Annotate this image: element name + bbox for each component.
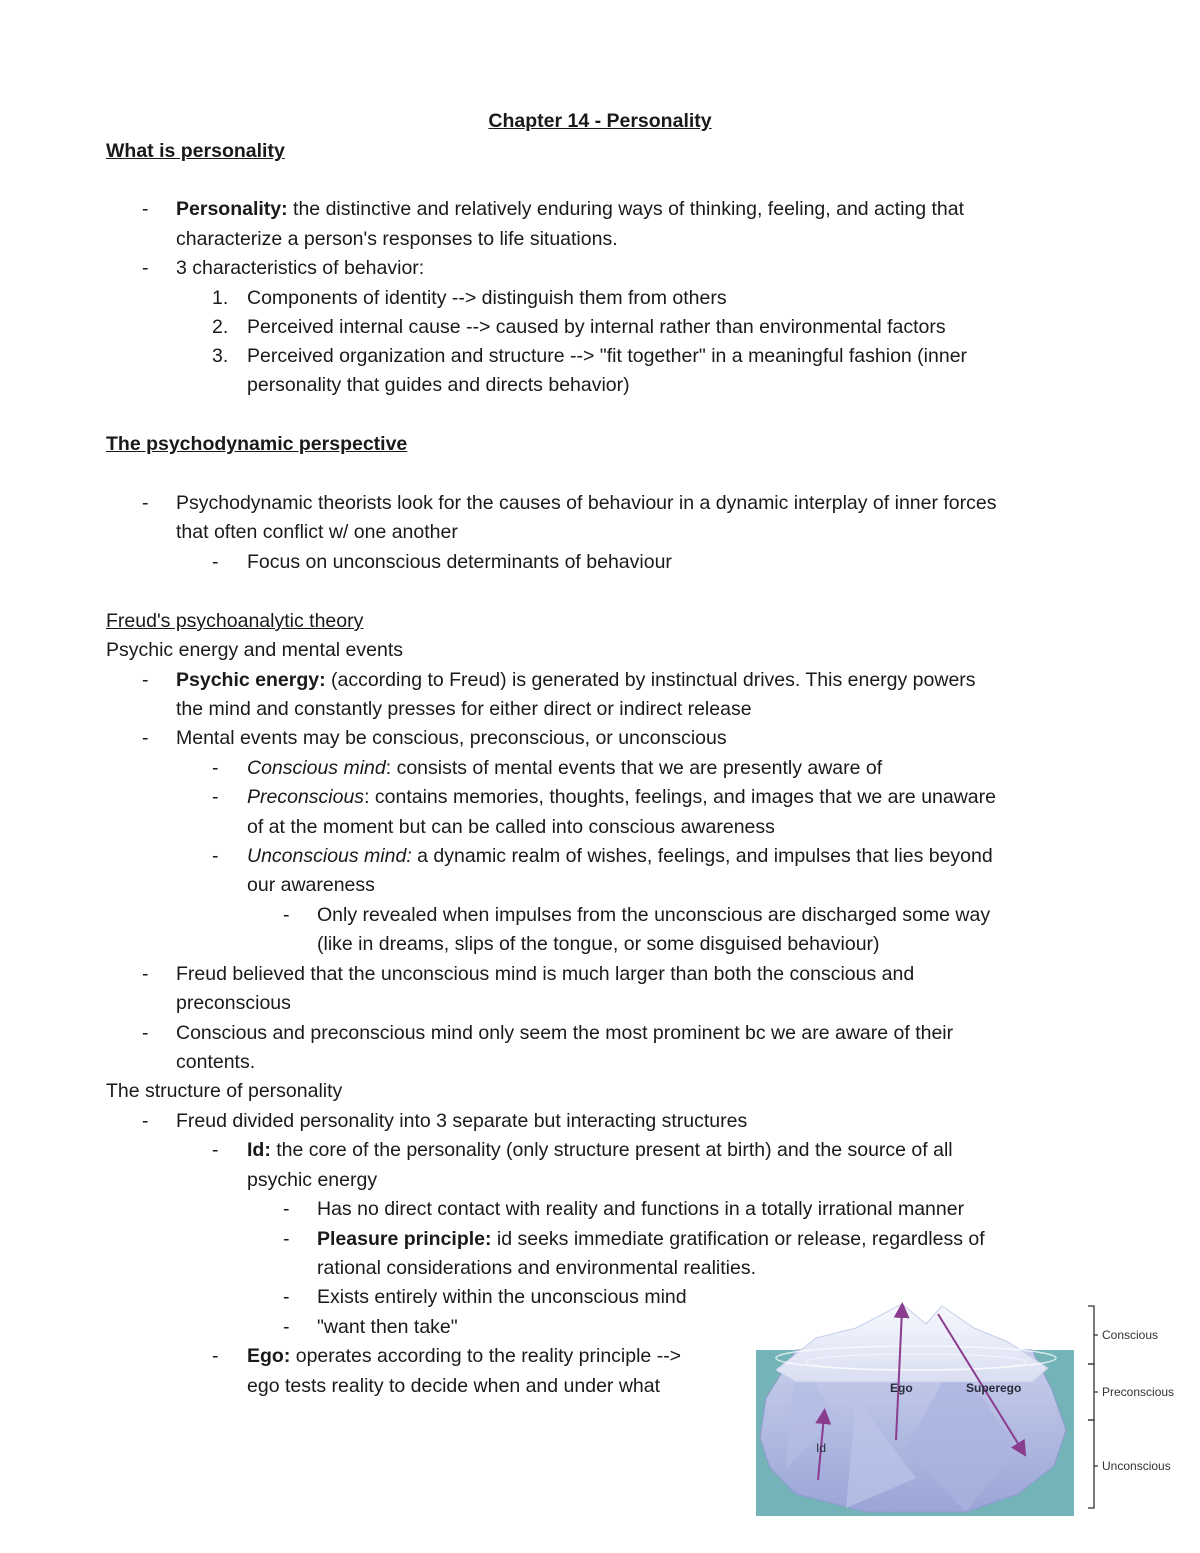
list-item <box>317 1227 985 1251</box>
page-title: Chapter 14 - Personality <box>488 110 712 132</box>
numbered-item: Perceived organization and structure --> "fit together" in a meaningful fashion (inner <box>247 345 968 367</box>
bullet-dash: - <box>142 257 149 279</box>
list-item-continuation: of at the moment but can be called into conscious awareness <box>247 816 775 838</box>
numbered-item: Perceived internal cause --> caused by internal rather than environmental factors <box>247 316 946 338</box>
list-item: 3 characteristics of behavior: <box>176 257 425 279</box>
list-item: Freud believed that the unconscious mind is much larger than both the conscious and <box>176 963 915 985</box>
term-psychic-energy: Psychic energy: <box>176 669 326 691</box>
list-item: Focus on unconscious determinants of behaviour <box>247 551 672 573</box>
definition-text: operates according to the reality principle --> <box>290 1345 682 1367</box>
ego-label: Ego <box>890 1381 913 1395</box>
unconscious-bracket <box>1088 1420 1098 1508</box>
numbered-item: Components of identity --> distinguish them from others <box>247 287 727 309</box>
list-item: Only revealed when impulses from the unconscious are discharged some way <box>317 904 991 926</box>
section-heading-personality: What is personality <box>106 140 285 162</box>
conscious-label: Conscious <box>1102 1328 1159 1342</box>
list-item <box>247 785 996 809</box>
bullet-dash: - <box>142 963 149 985</box>
list-item-continuation: our awareness <box>247 874 375 896</box>
list-item: Mental events may be conscious, preconscious, or unconscious <box>176 727 727 749</box>
list-item: Psychodynamic theorists look for the causes of behaviour in a dynamic interplay of inner forces <box>176 492 997 514</box>
bullet-dash: - <box>212 786 219 808</box>
preconscious-bracket <box>1088 1364 1098 1420</box>
bullet-dash: - <box>212 845 219 867</box>
definition-text: (according to Freud) is generated by instinctual drives. This energy powers <box>325 669 976 691</box>
list-item-continuation: the mind and constantly presses for either direct or indirect release <box>176 698 752 720</box>
numbered-item-continuation: personality that guides and directs behavior) <box>247 374 630 396</box>
list-item: Exists entirely within the unconscious mind <box>317 1286 687 1308</box>
bullet-dash: - <box>212 757 219 779</box>
term-pleasure-principle: Pleasure principle: <box>317 1228 492 1250</box>
conscious-bracket <box>1088 1306 1098 1364</box>
bullet-dash: - <box>283 1286 290 1308</box>
subheading: Psychic energy and mental events <box>106 639 403 661</box>
term-personality: Personality: <box>176 198 288 220</box>
list-item: Conscious and preconscious mind only seem the most prominent bc we are aware of their <box>176 1022 954 1044</box>
list-item <box>247 756 882 780</box>
bullet-dash: - <box>212 1345 219 1367</box>
definition-text: the distinctive and relatively enduring ways of thinking, feeling, and acting that <box>287 198 965 220</box>
term-preconscious: Preconscious <box>247 786 365 808</box>
term-unconscious-mind: Unconscious mind: <box>247 845 412 867</box>
iceberg-diagram <box>756 1298 1176 1520</box>
definition-text: the core of the personality (only structure present at birth) and the source of all <box>270 1139 953 1161</box>
preconscious-label: Preconscious <box>1102 1385 1175 1399</box>
bullet-dash: - <box>283 1198 290 1220</box>
list-item-continuation: (like in dreams, slips of the tongue, or some disguised behaviour) <box>317 933 880 955</box>
superego-label: Superego <box>966 1381 1022 1395</box>
definition-text: : contains memories, thoughts, feelings, and images that we are unaware <box>364 786 996 808</box>
unconscious-label: Unconscious <box>1102 1459 1171 1473</box>
list-item: Freud divided personality into 3 separate but interacting structures <box>176 1110 748 1132</box>
bullet-dash: - <box>142 669 149 691</box>
number-marker: 1. <box>212 287 229 309</box>
definition-text: : consists of mental events that we are presently aware of <box>385 757 883 779</box>
bullet-dash: - <box>142 1022 149 1044</box>
bullet-dash: - <box>283 1228 290 1250</box>
subheading: The structure of personality <box>106 1080 343 1102</box>
list-item-continuation: rational considerations and environmental realities. <box>317 1257 756 1279</box>
list-item <box>176 197 964 221</box>
definition-text: id seeks immediate gratification or release, regardless of <box>491 1228 985 1250</box>
list-item <box>247 1344 681 1368</box>
term-conscious-mind: Conscious mind <box>247 757 386 779</box>
list-item-continuation: ego tests reality to decide when and under what <box>247 1375 661 1397</box>
term-id: Id: <box>247 1139 271 1161</box>
list-item-continuation: psychic energy <box>247 1169 378 1191</box>
list-item <box>247 1138 953 1162</box>
list-item-continuation: contents. <box>176 1051 256 1073</box>
definition-text: a dynamic realm of wishes, feelings, and impulses that lies beyond <box>411 845 993 867</box>
id-label: Id <box>816 1441 827 1455</box>
section-heading-psychodynamic: The psychodynamic perspective <box>106 433 408 455</box>
bullet-dash: - <box>212 551 219 573</box>
term-ego: Ego: <box>247 1345 291 1367</box>
list-item-continuation: preconscious <box>176 992 291 1014</box>
number-marker: 2. <box>212 316 229 338</box>
bullet-dash: - <box>212 1139 219 1161</box>
list-item: "want then take" <box>317 1316 458 1338</box>
number-marker: 3. <box>212 345 229 367</box>
bullet-dash: - <box>142 1110 149 1132</box>
bullet-dash: - <box>142 198 149 220</box>
list-item <box>247 844 993 868</box>
list-item-continuation: that often conflict w/ one another <box>176 521 458 543</box>
bullet-dash: - <box>142 727 149 749</box>
list-item <box>176 668 976 692</box>
bullet-dash: - <box>142 492 149 514</box>
list-item: Has no direct contact with reality and functions in a totally irrational manner <box>317 1198 965 1220</box>
section-heading-freud: Freud's psychoanalytic theory <box>106 610 364 632</box>
list-item-continuation: characterize a person's responses to life situations. <box>176 228 618 250</box>
bullet-dash: - <box>283 1316 290 1338</box>
bullet-dash: - <box>283 904 290 926</box>
